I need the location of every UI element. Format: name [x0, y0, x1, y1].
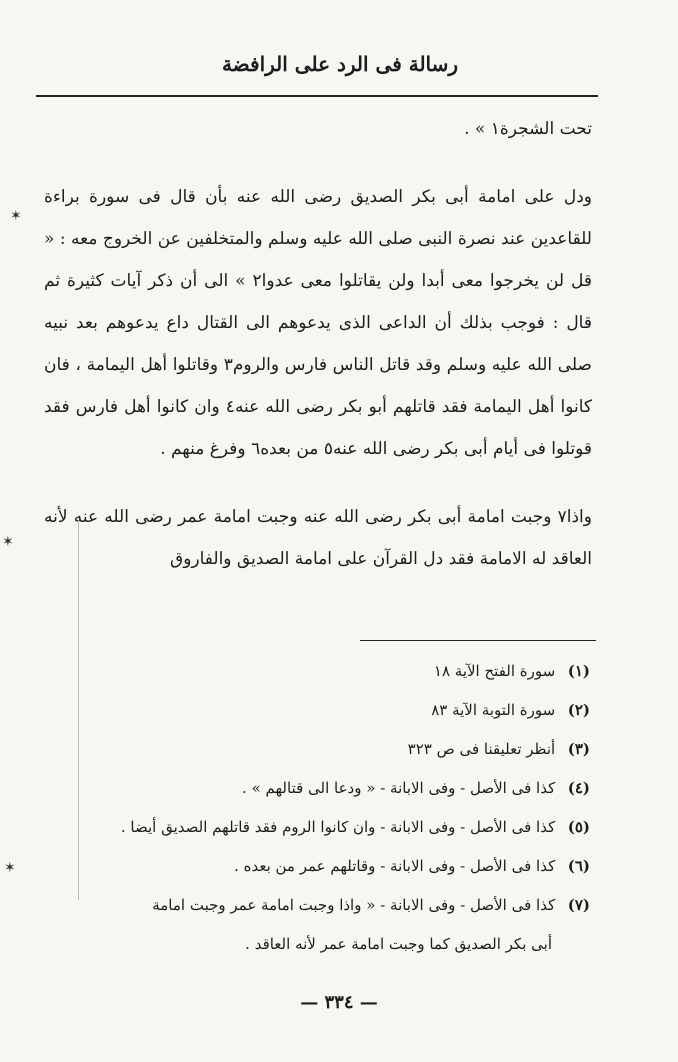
footnote-number: (٤): [567, 779, 590, 797]
footnote: [60, 769, 590, 808]
margin-star-icon: ✶: [4, 860, 16, 876]
footnote-rule: [360, 640, 596, 641]
paragraph: ودل على امامة أبى بكر الصديق رضى الله عنه بأن قال فى سورة براءة للقاعدين عند نصرة النبى صلى الله عليه وسلم والمتخلفين عن الخروج معه : « قل لن يخرجوا معى أبدا ولن يقاتلوا معى عدوا٢ » الى أن ذكر آيات كثيرة ثم قال : فوجب بذلك أن الداعى الذى يدعوهم الى القتال داع يدعوهم بعد نبيه صلى الله عليه وسلم وقد قاتل الناس فارس والروم٣ وقاتلوا أهل اليمامة ، فان كانوا أهل اليمامة فقد قاتلهم أبو بكر رضى الله عنه٤ وان كانوا أهل فارس فقد قوتلوا فى أيام أبى بكر رضى الله عنه٥ من بعده٦ وفرغ منهم .: [44, 187, 592, 459]
footnote-text: كذا فى الأصل - وفى الابانة - وان كانوا الروم فقد قاتلهم الصديق أيضا .: [120, 818, 556, 836]
footnote-text: سورة الفتح الآية ١٨: [433, 662, 556, 680]
footnote-text: كذا فى الأصل - وفى الابانة - وقاتلهم عمر من بعده .: [234, 857, 556, 875]
main-text: [44, 108, 592, 580]
footnote-number: (٣): [567, 740, 590, 758]
paragraph: واذا٧ وجبت امامة أبى بكر رضى الله عنه وجبت امامة عمر رضى الله عنه لأنه العاقد له الامامة فقد دل القرآن على امامة الصديق والفاروق: [44, 507, 592, 569]
footnote-text: كذا فى الأصل - وفى الابانة - « واذا وجبت امامة عمر وجبت امامة: [152, 896, 556, 914]
footnote-number: (٧): [567, 896, 590, 914]
footnote-number: (٥): [567, 818, 590, 836]
binding-line: [78, 520, 79, 900]
footnote: [60, 808, 590, 847]
footnote-text: كذا فى الأصل - وفى الابانة - « ودعا الى قتالهم » .: [242, 779, 556, 797]
footnotes: [60, 652, 590, 964]
paragraph: تحت الشجرة١ » .: [464, 119, 592, 139]
footnote: [60, 886, 590, 925]
footnote: [60, 691, 590, 730]
header-rule: [36, 95, 598, 97]
footnote: [60, 847, 590, 886]
running-header: رسالة فى الرد على الرافضة: [221, 52, 459, 76]
footnote-text: أنظر تعليقنا فى ص ٣٢٣: [407, 740, 556, 758]
margin-star-icon: ✶: [10, 208, 22, 224]
page-number: — ٣٣٤ —: [300, 992, 378, 1013]
footnote-number: (١): [567, 662, 590, 680]
footnote-number: (٢): [567, 701, 590, 719]
footnote: [60, 652, 590, 691]
margin-star-icon: ✶: [2, 534, 14, 550]
footnote-number: (٦): [567, 857, 590, 875]
footnote: [60, 730, 590, 769]
footnote-text: سورة التوبة الآية ٨٣: [431, 701, 556, 719]
footnote-continuation: أبى بكر الصديق كما وجبت امامة عمر لأنه العاقد .: [245, 935, 552, 953]
